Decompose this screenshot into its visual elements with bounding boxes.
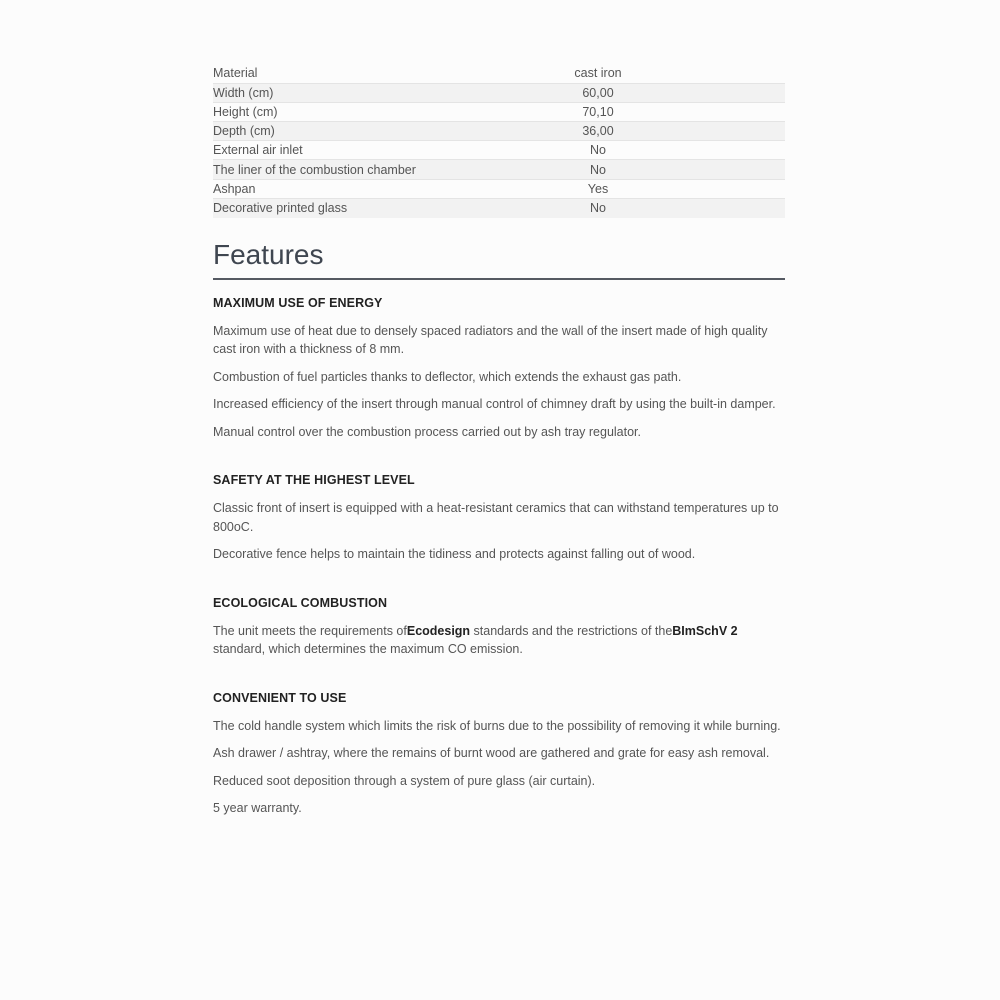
- spec-value: No: [553, 141, 785, 160]
- paragraph-text: The unit meets the requirements of: [213, 623, 407, 638]
- section-paragraph: Ash drawer / ashtray, where the remains of burnt wood are gathered and grate for easy ash removal.: [213, 746, 770, 760]
- feature-section-convenience: [213, 691, 785, 818]
- table-row: [213, 122, 785, 141]
- section-heading: ECOLOGICAL COMBUSTION: [213, 595, 388, 610]
- spec-label: Height (cm): [213, 102, 553, 121]
- spec-label: Width (cm): [213, 83, 553, 102]
- spec-label: External air inlet: [213, 141, 553, 160]
- section-paragraph: Classic front of insert is equipped with a heat-resistant ceramics that can withstand temperatures up to 800oC.: [213, 501, 779, 534]
- section-paragraph: 5 year warranty.: [213, 801, 302, 815]
- feature-section-energy: [213, 296, 785, 442]
- section-heading: CONVENIENT TO USE: [213, 690, 347, 705]
- spec-label: Material: [213, 64, 553, 83]
- spec-value: No: [590, 201, 606, 216]
- paragraph-text: standards and the restrictions of the: [470, 623, 673, 638]
- product-content: [213, 64, 785, 827]
- bimschv-term: BImSchV 2: [672, 623, 738, 638]
- paragraph-text: standard, which determines the maximum CO emission.: [213, 642, 523, 656]
- spec-value: 70,10: [553, 102, 785, 121]
- feature-section-ecological: [213, 596, 785, 659]
- table-row: [213, 198, 785, 217]
- section-paragraph: Combustion of fuel particles thanks to deflector, which extends the exhaust gas path.: [213, 369, 682, 384]
- specifications-table: [213, 64, 785, 218]
- section-paragraph: [213, 622, 785, 659]
- spec-value: 60,00: [553, 83, 785, 102]
- spec-value: cast iron: [553, 64, 785, 83]
- spec-value: Yes: [553, 179, 785, 198]
- section-paragraph: Increased efficiency of the insert through manual control of chimney draft by using the built-in damper.: [213, 397, 776, 411]
- ecodesign-term: Ecodesign: [406, 623, 471, 638]
- section-heading: SAFETY AT THE HIGHEST LEVEL: [213, 473, 415, 487]
- table-row: [213, 141, 785, 160]
- feature-section-safety: [213, 473, 785, 564]
- table-row: [213, 102, 785, 121]
- table-row: [213, 179, 785, 198]
- spec-value: 36,00: [553, 122, 785, 141]
- section-paragraph: Manual control over the combustion process carried out by ash tray regulator.: [213, 424, 641, 439]
- section-paragraph: Maximum use of heat due to densely spaced radiators and the wall of the insert made of high quality cast iron with a thickness of 8 mm.: [213, 323, 768, 356]
- table-row: [213, 64, 785, 83]
- section-paragraph: Reduced soot deposition through a system of pure glass (air curtain).: [213, 773, 596, 788]
- spec-label: The liner of the combustion chamber: [213, 160, 553, 179]
- table-row: [213, 160, 785, 179]
- section-paragraph: The cold handle system which limits the risk of burns due to the possibility of removing it while burning.: [213, 718, 781, 733]
- spec-label: Decorative printed glass: [213, 201, 348, 216]
- spec-label: Ashpan: [213, 179, 553, 198]
- spec-label: Depth (cm): [213, 122, 553, 141]
- section-paragraph: Decorative fence helps to maintain the tidiness and protects against falling out of wood.: [213, 547, 696, 561]
- features-title: Features: [213, 238, 785, 280]
- section-heading: MAXIMUM USE OF ENERGY: [213, 295, 383, 310]
- table-row: [213, 83, 785, 102]
- spec-value: No: [553, 160, 785, 179]
